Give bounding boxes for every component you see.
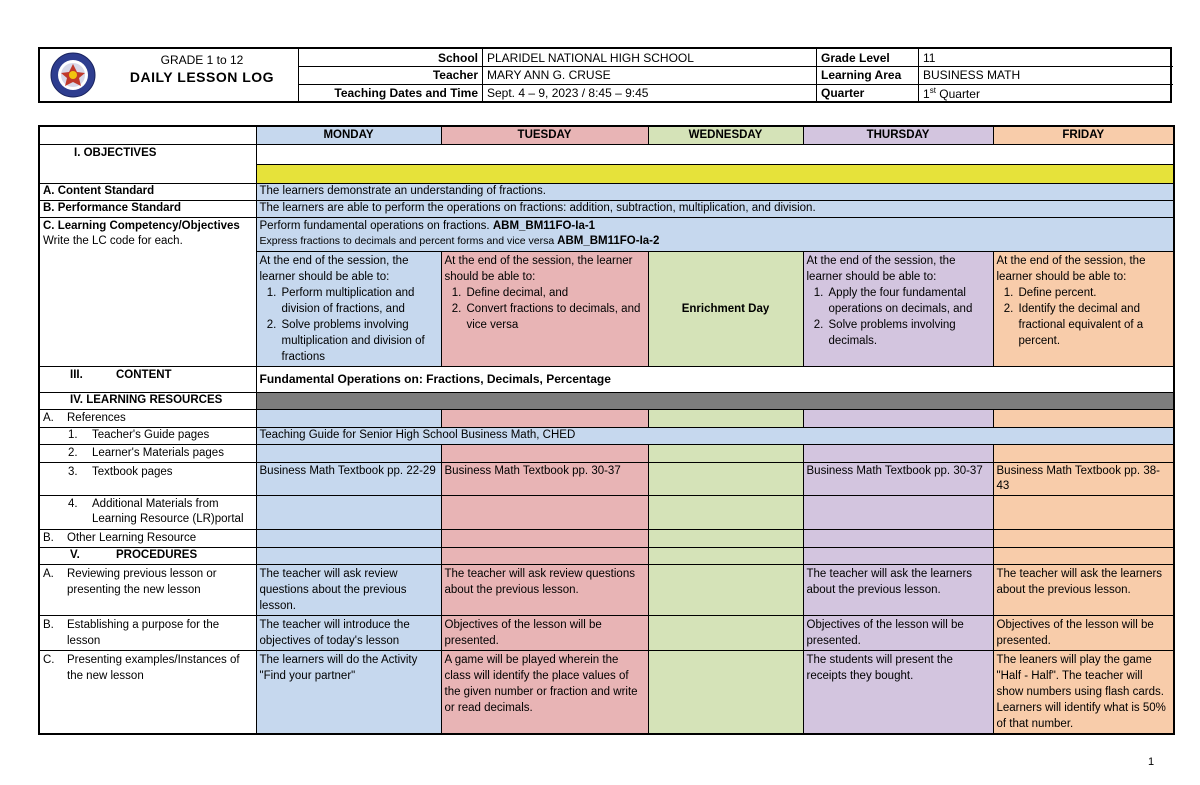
lc-line-2 <box>260 234 1171 249</box>
references-monday <box>256 410 441 428</box>
procedure-a-thursday: The teacher will ask the learners about the previous lesson. <box>803 565 993 616</box>
procedure-c-tuesday: A game will be played wherein the class will identify the place values of the given number or fraction and write or read decimals. <box>441 651 648 735</box>
textbook-pages-num: 3. <box>68 466 78 478</box>
content-label-text: CONTENT <box>116 369 172 381</box>
other-resource-wednesday <box>648 530 803 548</box>
procedure-c-label <box>39 651 256 735</box>
learners-materials-thursday <box>803 445 993 463</box>
procedures-thursday <box>803 548 993 565</box>
procedure-a-row <box>39 565 1174 616</box>
procedure-b-thursday: Objectives of the lesson will be presented. <box>803 616 993 651</box>
learners-materials-friday <box>993 445 1174 463</box>
lc-text-1: Perform fundamental operations on fractions. <box>259 220 493 232</box>
objective-item: 1. Define percent. <box>1017 285 1171 301</box>
objectives-highlight-bar <box>256 165 1174 184</box>
objectives-list-friday <box>1017 285 1171 349</box>
quarter-value <box>919 84 1173 102</box>
procedures-monday <box>256 548 441 565</box>
procedure-b-monday: The teacher will introduce the objectives of today's lesson <box>256 616 441 651</box>
procedure-c-monday: The learners will do the Activity "Find your partner" <box>256 651 441 735</box>
procedure-c-num: C. <box>43 654 55 666</box>
procedure-c-thursday: The students will present the receipts they bought. <box>803 651 993 735</box>
lesson-log-table <box>38 125 1175 735</box>
procedure-b-tuesday: Objectives of the lesson will be presented. <box>441 616 648 651</box>
objectives-row <box>39 145 1174 165</box>
additional-materials-wednesday <box>648 496 803 530</box>
teachers-guide-text: Teacher's Guide pages <box>92 429 210 441</box>
teachers-guide-row <box>39 428 1174 445</box>
learners-materials-text: Learner's Materials pages <box>92 447 224 459</box>
procedure-a-tuesday: The teacher will ask review questions about the previous lesson. <box>441 565 648 616</box>
objectives-list-thursday <box>827 285 990 349</box>
additional-materials-text: Additional Materials from Learning Resource (LR)portal <box>92 498 244 525</box>
other-resource-friday <box>993 530 1174 548</box>
learning-resources-bar <box>256 393 1174 410</box>
procedure-a-friday: The teacher will ask the learners about the previous lesson. <box>993 565 1174 616</box>
objectives-wednesday: Enrichment Day <box>648 252 803 367</box>
learners-materials-monday <box>256 445 441 463</box>
procedure-a-label <box>39 565 256 616</box>
objective-item: 2. Convert fractions to decimals, and vice versa <box>465 301 645 333</box>
teacher-value: MARY ANN G. CRUSE <box>483 67 817 85</box>
procedure-a-num: A. <box>43 568 54 580</box>
learning-resources-title: IV. LEARNING RESOURCES <box>39 393 256 410</box>
objective-item: 1. Apply the four fundamental operations on decimals, and <box>827 285 990 317</box>
additional-materials-row <box>39 496 1174 530</box>
header-info-table <box>298 49 1173 102</box>
additional-materials-tuesday <box>441 496 648 530</box>
additional-materials-label <box>39 496 256 530</box>
textbook-pages-label <box>39 463 256 496</box>
performance-standard-label: B. Performance Standard <box>39 201 256 218</box>
content-standard-row <box>39 184 1174 201</box>
additional-materials-monday <box>256 496 441 530</box>
procedure-b-num: B. <box>43 619 54 631</box>
objectives-friday <box>993 252 1174 367</box>
procedures-title <box>39 548 256 565</box>
objectives-list-monday <box>280 285 438 365</box>
other-resource-tuesday <box>441 530 648 548</box>
procedure-b-row <box>39 616 1174 651</box>
dll-header <box>38 47 1172 103</box>
objective-item: 1. Perform multiplication and division of fractions, and <box>280 285 438 317</box>
procedures-friday <box>993 548 1174 565</box>
deped-seal <box>40 49 106 101</box>
header-row-school <box>299 49 1173 67</box>
procedure-b-label <box>39 616 256 651</box>
procedure-b-wednesday <box>648 616 803 651</box>
dates-value: Sept. 4 – 9, 2023 / 8:45 – 9:45 <box>483 84 817 102</box>
procedure-c-wednesday <box>648 651 803 735</box>
textbook-friday: Business Math Textbook pp. 38-43 <box>993 463 1174 496</box>
day-wednesday: WEDNESDAY <box>648 126 803 145</box>
procedures-num: V. <box>70 549 80 561</box>
procedure-c-row <box>39 651 1174 735</box>
procedure-c-hang <box>43 652 253 684</box>
references-friday <box>993 410 1174 428</box>
textbook-wednesday <box>648 463 803 496</box>
objectives-blank <box>256 145 1174 165</box>
procedure-a-monday: The teacher will ask review questions about the previous lesson. <box>256 565 441 616</box>
procedure-a-text: Reviewing previous lesson or presenting the new lesson <box>67 568 217 596</box>
teachers-guide-label <box>39 428 256 445</box>
lc-text-2: Express fractions to decimals and percent forms and vice versa <box>259 235 558 247</box>
references-wednesday <box>648 410 803 428</box>
textbook-monday: Business Math Textbook pp. 22-29 <box>256 463 441 496</box>
lc-line-1 <box>260 219 1171 234</box>
dates-label: Teaching Dates and Time <box>299 84 483 102</box>
textbook-pages-row <box>39 463 1174 496</box>
school-value: PLARIDEL NATIONAL HIGH SCHOOL <box>483 49 817 67</box>
other-resource-text: Other Learning Resource <box>67 532 197 544</box>
page-number: 1 <box>1148 756 1155 768</box>
references-tuesday <box>441 410 648 428</box>
day-monday: MONDAY <box>256 126 441 145</box>
grade-level-label: Grade Level <box>817 49 919 67</box>
performance-standard-value: The learners are able to perform the operations on fractions: addition, subtraction, multiplication, and division. <box>256 201 1174 218</box>
content-label <box>39 367 256 393</box>
procedure-b-friday: Objectives of the lesson will be presented. <box>993 616 1174 651</box>
teachers-guide-num: 1. <box>68 429 78 441</box>
teachers-guide-value: Teaching Guide for Senior High School Business Math, CHED <box>256 428 1174 445</box>
objectives-intro: At the end of the session, the learner should be able to: <box>806 255 956 283</box>
learning-competency-cell <box>39 218 256 367</box>
header-row-dates <box>299 84 1173 102</box>
deped-seal-icon <box>44 51 102 99</box>
references-text: References <box>67 412 126 424</box>
day-friday: FRIDAY <box>993 126 1174 145</box>
school-label: School <box>299 49 483 67</box>
day-thursday: THURSDAY <box>803 126 993 145</box>
content-standard-label: A. Content Standard <box>39 184 256 201</box>
content-standard-value: The learners demonstrate an understanding of fractions. <box>256 184 1174 201</box>
other-resource-row <box>39 530 1174 548</box>
references-label <box>39 410 256 428</box>
other-resource-thursday <box>803 530 993 548</box>
other-resource-label <box>39 530 256 548</box>
objectives-intro: At the end of the session, the learner should be able to: <box>259 255 409 283</box>
objective-item: 2. Solve problems involving decimals. <box>827 317 990 349</box>
header-row-teacher <box>299 67 1173 85</box>
objectives-thursday <box>803 252 993 367</box>
learners-materials-tuesday <box>441 445 648 463</box>
procedure-c-friday: The leaners will play the game "Half - Half". The teacher will show numbers using flash cards. Learners will identify what is 50% of that number. <box>993 651 1174 735</box>
corner-cell <box>39 126 256 145</box>
references-thursday <box>803 410 993 428</box>
objectives-intro: At the end of the session, the learner should be able to: <box>996 255 1146 283</box>
learning-competency-value <box>256 218 1174 252</box>
grade-range: GRADE 1 to 12 <box>160 53 244 67</box>
lc-code-2: ABM_BM11FO-Ia-2 <box>557 235 660 247</box>
objectives-list-tuesday <box>465 285 645 333</box>
learning-competency-note: Write the LC code for each. <box>43 235 183 247</box>
learning-competency-label: C. Learning Competency/Objectives <box>43 220 240 232</box>
references-num: A. <box>43 412 54 424</box>
objectives-monday <box>256 252 441 367</box>
procedure-b-hang <box>43 617 253 649</box>
quarter-word: Quarter <box>935 86 980 101</box>
procedure-a-hang <box>43 566 253 598</box>
learning-area-label: Learning Area <box>817 67 919 85</box>
procedures-text: PROCEDURES <box>116 549 198 561</box>
learning-resources-row <box>39 393 1174 410</box>
other-resource-num: B. <box>43 532 54 544</box>
content-value: Fundamental Operations on: Fractions, Decimals, Percentage <box>256 367 1174 393</box>
additional-materials-hang <box>68 497 253 527</box>
textbook-tuesday: Business Math Textbook pp. 30-37 <box>441 463 648 496</box>
title-block <box>106 49 298 101</box>
objective-item: 2. Identify the decimal and fractional equivalent of a percent. <box>1017 301 1171 349</box>
procedure-c-text: Presenting examples/Instances of the new lesson <box>67 654 240 682</box>
quarter-ordinal: st <box>929 85 936 95</box>
procedures-row <box>39 548 1174 565</box>
document-title: DAILY LESSON LOG <box>129 69 275 85</box>
learning-competency-row <box>39 218 1174 252</box>
learners-materials-label <box>39 445 256 463</box>
content-label-num: III. <box>70 369 83 381</box>
objectives-intro: At the end of the session, the learner should be able to: <box>444 255 633 283</box>
learning-area-value: BUSINESS MATH <box>919 67 1173 85</box>
additional-materials-thursday <box>803 496 993 530</box>
day-tuesday: TUESDAY <box>441 126 648 145</box>
objectives-tuesday <box>441 252 648 367</box>
procedures-wednesday <box>648 548 803 565</box>
quarter-number: 1 <box>923 86 930 101</box>
additional-materials-friday <box>993 496 1174 530</box>
procedure-a-wednesday <box>648 565 803 616</box>
performance-standard-row <box>39 201 1174 218</box>
quarter-label: Quarter <box>817 84 919 102</box>
textbook-pages-text: Textbook pages <box>92 466 173 478</box>
learners-materials-num: 2. <box>68 447 78 459</box>
additional-materials-num: 4. <box>68 498 78 510</box>
procedure-b-text: Establishing a purpose for the lesson <box>67 619 220 647</box>
teacher-label: Teacher <box>299 67 483 85</box>
learners-materials-wednesday <box>648 445 803 463</box>
references-row <box>39 410 1174 428</box>
learners-materials-row <box>39 445 1174 463</box>
content-row <box>39 367 1174 393</box>
procedures-tuesday <box>441 548 648 565</box>
objective-item: 2. Solve problems involving multiplication and division of fractions <box>280 317 438 365</box>
other-resource-monday <box>256 530 441 548</box>
grade-level-value: 11 <box>919 49 1173 67</box>
objective-item: 1. Define decimal, and <box>465 285 645 301</box>
textbook-thursday: Business Math Textbook pp. 30-37 <box>803 463 993 496</box>
objectives-title: I. OBJECTIVES <box>39 145 256 184</box>
day-header-row <box>39 126 1174 145</box>
lc-code-1: ABM_BM11FO-Ia-1 <box>492 220 596 232</box>
